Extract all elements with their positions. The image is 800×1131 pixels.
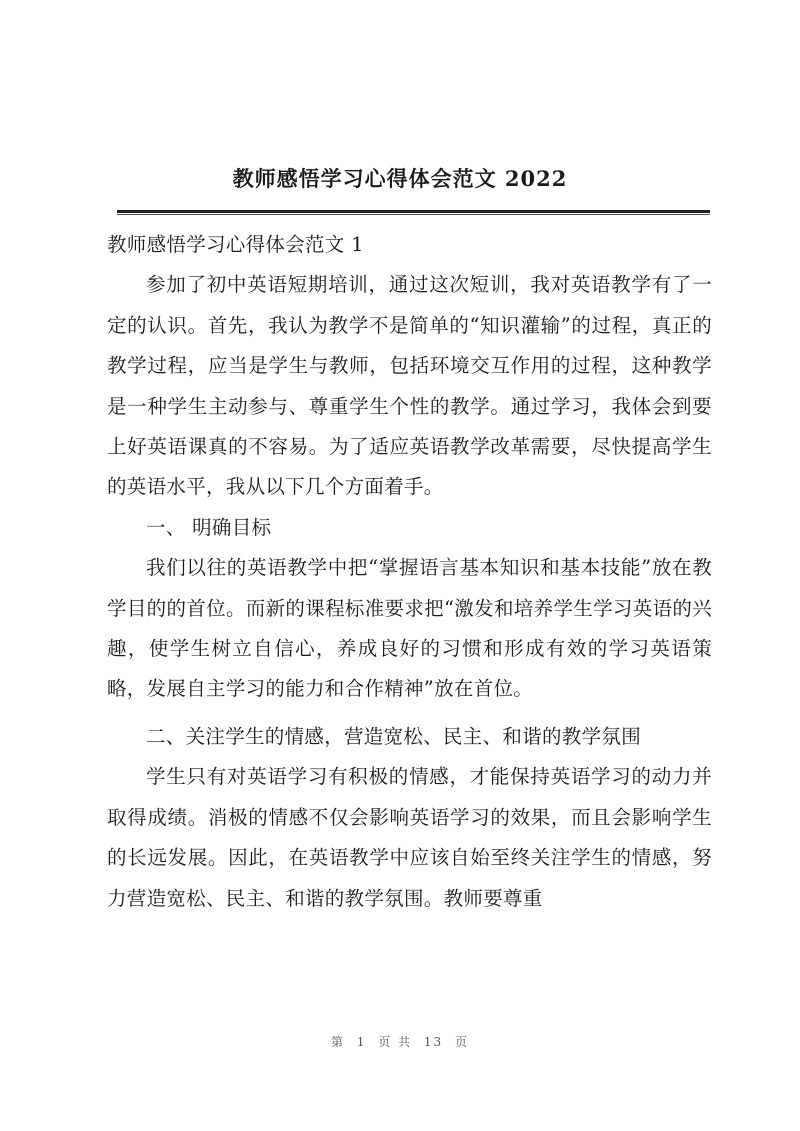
section-subtitle: 教师感悟学习心得体会范文 1	[107, 233, 364, 256]
footer-total-pages: 13	[423, 1035, 444, 1049]
footer-middle: 页 共	[378, 1035, 413, 1049]
footer-page-number: 1	[356, 1035, 367, 1049]
footer-prefix: 第	[330, 1035, 345, 1049]
title-divider-thin	[117, 214, 710, 215]
heading-section-1: 一、 明确目标	[146, 515, 272, 539]
page-footer	[0, 1033, 800, 1050]
footer-suffix: 页	[455, 1035, 470, 1049]
document-title: 教师感悟学习心得体会范文 2022	[232, 166, 568, 191]
paragraph-intro: 参加了初中英语短期培训，通过这次短训，我对英语教学有了一定的认识。首先，我认为教学不是简单的“知识灌输”的过程，真正的教学过程，应当是学生与教师，包括环境交互作用的过程，这种教学是一种学生主动参与、尊重学生个性的教学。通过学习，我体会到要上好英语课真的不容易。为了适应英语教学改革需要，尽快提高学生的英语水平，我从以下几个方面着手。	[107, 273, 712, 499]
document-body	[107, 225, 712, 919]
paragraph-emotion: 学生只有对英语学习有积极的情感，才能保持英语学习的动力并取得成绩。消极的情感不仅会影响英语学习的效果，而且会影响学生的长远发展。因此，在英语教学中应该自始至终关注学生的情感，努力营造宽松、民主、和谐的教学氛围。教师要尊重	[107, 765, 712, 910]
title-divider	[117, 210, 710, 213]
heading-section-2: 二、关注学生的情感，营造宽松、民主、和谐的教学氛围	[146, 724, 642, 748]
paragraph-goals: 我们以往的英语教学中把“掌握语言基本知识和基本技能”放在教学目的的首位。而新的课程标准要求把“激发和培养学生学习英语的兴趣，使学生树立自信心，养成良好的习惯和形成有效的学习英语策略，发展自主学习的能力和合作精神”放在首位。	[107, 556, 712, 701]
